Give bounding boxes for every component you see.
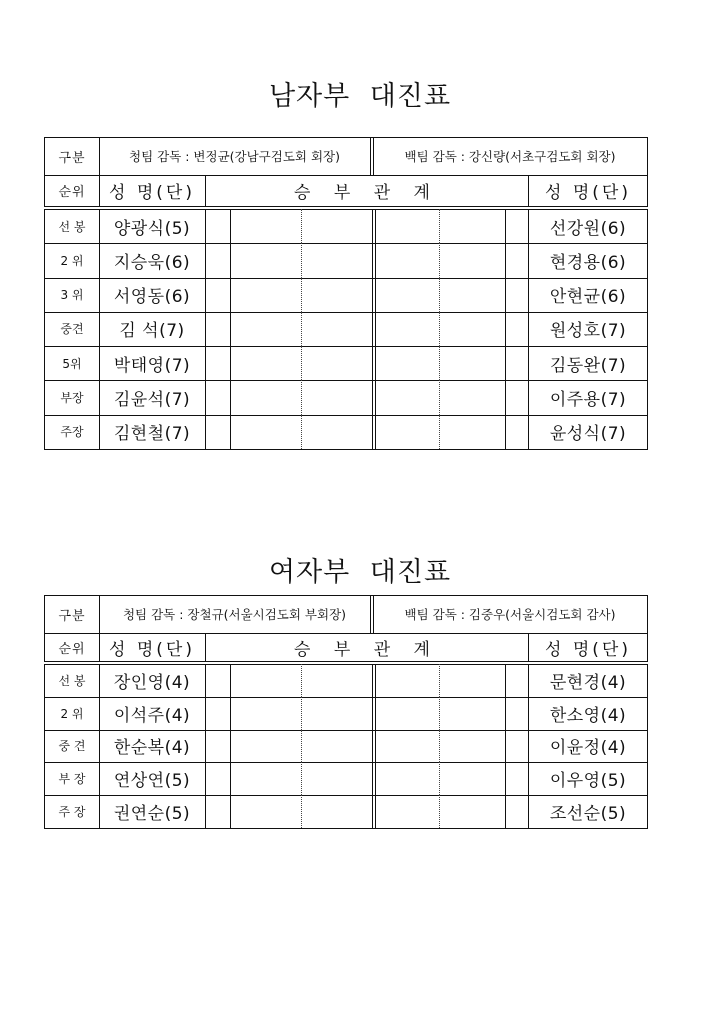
result-cells — [230, 278, 505, 312]
rank-label: 선 봉 — [58, 673, 86, 688]
rank-label: 5위 — [62, 356, 82, 371]
women-match-row — [44, 795, 648, 828]
rank-label: 2 위 — [60, 706, 84, 721]
rank-label: 부 장 — [58, 772, 86, 787]
rank-label: 부장 — [60, 391, 84, 406]
white-player-name: 한소영(4) — [549, 705, 627, 726]
men-bracket-table — [44, 137, 648, 450]
rank-label: 3 위 — [60, 288, 84, 303]
women-header-row — [44, 633, 648, 661]
women-match-row — [44, 697, 648, 730]
men-match-row — [44, 312, 648, 346]
result-cells — [230, 762, 505, 795]
men-title: 남자부 대진표 — [268, 81, 452, 112]
women-division-label: 구분 — [58, 608, 86, 624]
men-white-coach: 백팀 감독 : 강신량(서초구검도회 회장) — [404, 149, 616, 164]
men-table-bottom-border — [44, 449, 648, 450]
result-cells — [230, 380, 505, 414]
men-rows — [44, 209, 648, 449]
rank-label: 주 장 — [58, 805, 86, 820]
result-cells — [230, 795, 505, 828]
women-rows — [44, 664, 648, 828]
women-coach-row — [44, 595, 648, 633]
white-player-name: 원성호(7) — [549, 321, 627, 342]
men-header-name-left: 성 명(단) — [109, 183, 195, 203]
blue-player-name: 장인영(4) — [113, 672, 191, 693]
men-match-row — [44, 380, 648, 414]
men-division-label: 구분 — [58, 150, 86, 166]
white-player-name: 이우영(5) — [549, 771, 627, 792]
result-cells — [230, 209, 505, 243]
men-match-row — [44, 415, 648, 449]
white-player-name: 선강원(6) — [549, 218, 627, 239]
result-cells — [230, 697, 505, 730]
white-player-name: 안현균(6) — [549, 287, 627, 308]
white-player-name: 문현경(4) — [549, 672, 627, 693]
women-title: 여자부 대진표 — [268, 557, 452, 588]
white-player-name: 이윤정(4) — [549, 738, 627, 759]
men-header-result: 승 부 관 계 — [294, 183, 439, 203]
result-cells — [230, 730, 505, 763]
women-match-row — [44, 762, 648, 795]
men-header-name-right: 성 명(단) — [545, 183, 631, 203]
rank-label: 중 견 — [58, 739, 86, 754]
women-table-bottom-border — [44, 828, 648, 829]
rank-label: 선 봉 — [58, 219, 86, 234]
result-cells — [230, 312, 505, 346]
women-match-row — [44, 730, 648, 763]
white-player-name: 조선순(5) — [549, 804, 627, 825]
white-player-name: 이주용(7) — [549, 390, 627, 411]
women-blue-coach: 청팀 감독 : 장철규(서울시검도회 부회장) — [122, 607, 347, 622]
result-cells — [230, 664, 505, 697]
blue-player-name: 서영동(6) — [113, 287, 191, 308]
men-match-row — [44, 278, 648, 312]
result-cells — [230, 415, 505, 449]
women-header-rank: 순위 — [58, 641, 86, 657]
blue-player-name: 김현철(7) — [113, 424, 191, 445]
men-blue-coach: 청팀 감독 : 변정균(강남구검도회 회장) — [129, 149, 340, 164]
women-white-coach: 백팀 감독 : 김중우(서울시검도회 감사) — [404, 607, 616, 622]
women-bracket-table — [44, 595, 648, 829]
blue-player-name: 박태영(7) — [113, 355, 191, 376]
blue-player-name: 권연순(5) — [113, 804, 191, 825]
blue-player-name: 지승욱(6) — [113, 252, 191, 273]
men-coach-row — [44, 137, 648, 175]
white-player-name: 김동완(7) — [549, 355, 627, 376]
men-header-row — [44, 175, 648, 206]
blue-player-name: 김윤석(7) — [113, 390, 191, 411]
blue-player-name: 이석주(4) — [113, 705, 191, 726]
men-match-row — [44, 346, 648, 380]
blue-player-name: 연상연(5) — [113, 771, 191, 792]
rank-label: 주장 — [60, 425, 84, 440]
women-header-result: 승 부 관 계 — [294, 639, 439, 660]
result-cells — [230, 243, 505, 277]
women-header-name-right: 성 명(단) — [545, 639, 631, 660]
result-cells — [230, 346, 505, 380]
blue-player-name: 김 석(7) — [119, 321, 185, 342]
men-header-rank: 순위 — [58, 185, 86, 200]
rank-label: 중견 — [60, 322, 84, 337]
women-header-name-left: 성 명(단) — [109, 639, 195, 660]
men-match-row — [44, 243, 648, 277]
white-player-name: 현경용(6) — [549, 252, 627, 273]
blue-player-name: 양광식(5) — [113, 218, 191, 239]
white-player-name: 윤성식(7) — [549, 424, 627, 445]
blue-player-name: 한순복(4) — [113, 738, 191, 759]
rank-label: 2 위 — [60, 253, 84, 268]
men-match-row — [44, 209, 648, 243]
women-match-row — [44, 664, 648, 697]
